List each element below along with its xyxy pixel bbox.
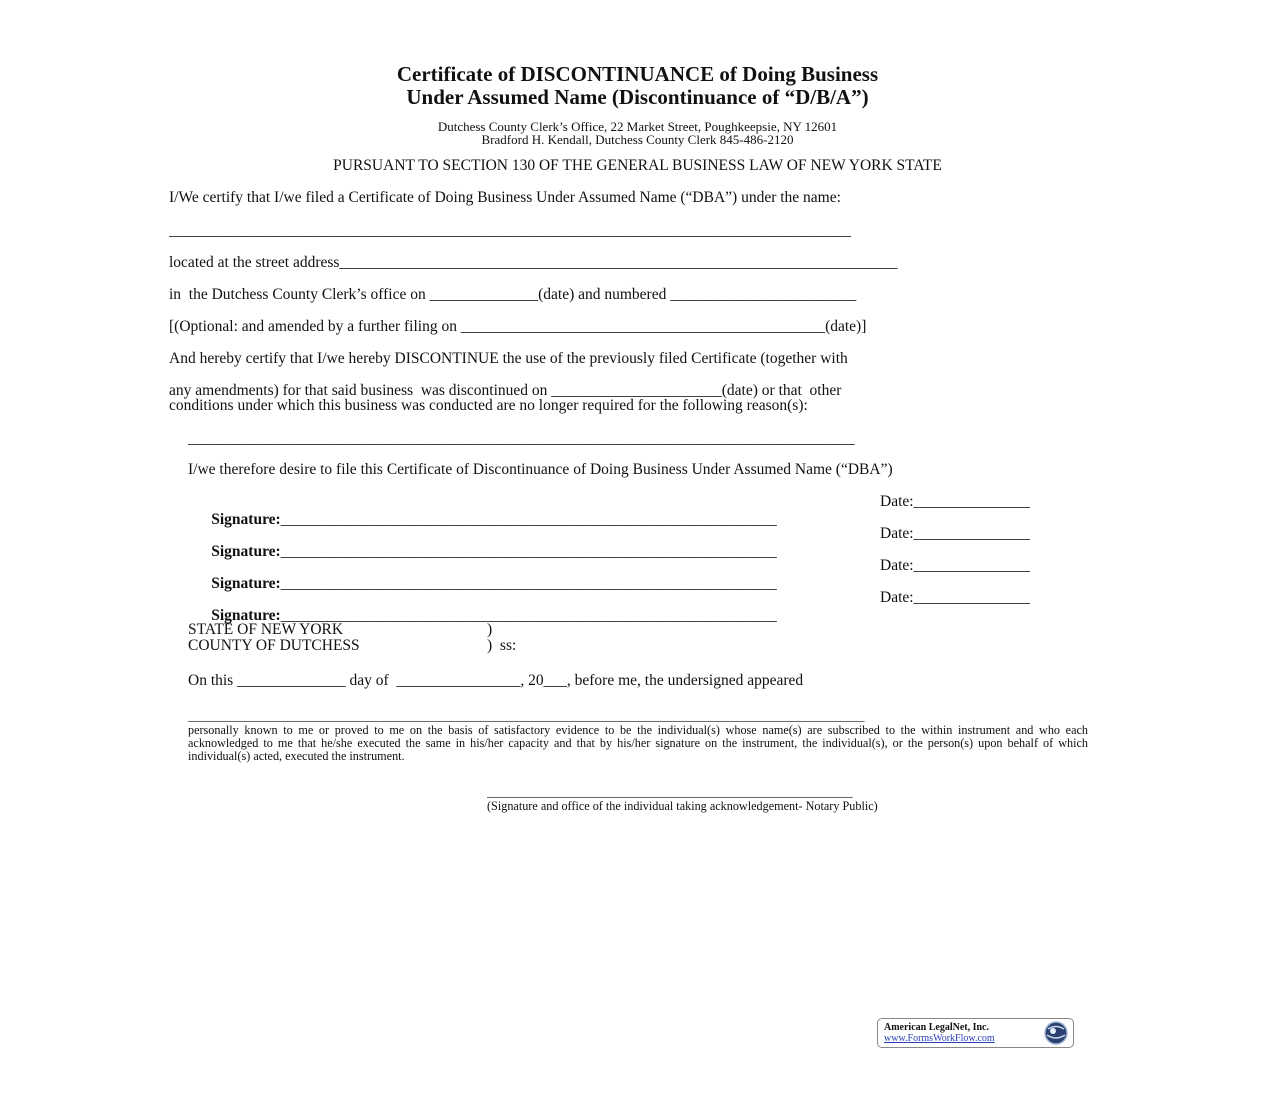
statute-heading: PURSUANT TO SECTION 130 OF THE GENERAL BUSINESS LAW OF NEW YORK STATE [333,157,942,174]
discontinue-statement-3: conditions under which this business was conducted are no longer required for the following reason(s): [169,397,808,414]
signature-label: Signature: [211,575,281,592]
logo-company-name: American LegalNet, Inc. [884,1022,989,1033]
office-address: Dutchess County Clerk’s Office, 22 Market Street, Poughkeepsie, NY 12601 [437,119,838,134]
notary-signature-field[interactable]: ____________________________________________________________ [487,786,853,799]
globe-icon [1042,1020,1070,1046]
amended-filing-date-field[interactable]: [(Optional: and amended by a further filing on _______________________________________________(date)] [169,318,867,335]
signature-date-field[interactable]: Date:_______________ [880,589,1030,606]
street-address-field[interactable]: located at the street address________________________________________________________________________ [169,254,898,271]
therefore-statement: I/we therefore desire to file this Certificate of Discontinuance of Doing Business Under Assumed Name (“DBA”) [188,461,893,478]
notary-caption: (Signature and office of the individual taking acknowledgement- Notary Public) [487,799,878,813]
signature-date-field[interactable]: Date:_______________ [880,493,1030,510]
logo-url-link[interactable]: www.FormsWorkFlow.com [884,1033,995,1044]
form-title-line-1: Certificate of DISCONTINUANCE of Doing Business [396,62,879,86]
filing-date-number-field[interactable]: in the Dutchess County Clerk’s office on ______________(date) and numbered ________________________ [169,286,857,303]
reason-field[interactable]: ______________________________________________________________________________________ [188,430,855,447]
signature-date-field[interactable]: Date:_______________ [880,557,1030,574]
business-name-field[interactable]: ________________________________________________________________________________________ [169,222,851,239]
american-legalnet-logo [877,1018,1074,1048]
signature-label: Signature: [211,607,281,624]
form-title-line-2: Under Assumed Name (Discontinuance of “D/B/A”) [406,85,869,109]
discontinue-statement-1: And hereby certify that I/we hereby DISCONTINUE the use of the previously filed Certificate (together with [169,350,848,367]
discontinue-date-field[interactable]: any amendments) for that said business was discontinued on ______________________(date) or that other [169,382,842,399]
acknowledgement-text: personally known to me or proved to me on the basis of satisfactory evidence to be the individual(s) whose name(s) are subscribed to the within instrument and who each acknowledged to me that he/she executed the same in his/her capacity and that by his/her signature on the instrument, the individual(s), or the person(s) upon behalf of which individual(s) acted, executed the instrument. [188,723,1088,763]
signature-line[interactable]: ________________________________________________________________ [280,575,777,592]
clerk-contact: Bradford H. Kendall, Dutchess County Clerk 845-486-2120 [481,132,794,147]
venue-ss: ) ss: [487,637,517,654]
acknowledgement-date-field[interactable]: On this ______________ day of ________________, 20___, before me, the undersigned appeared [188,672,804,689]
venue-county: COUNTY OF DUTCHESS [188,637,360,654]
signature-label: Signature: [211,543,281,560]
signature-line[interactable]: ________________________________________________________________ [280,511,777,528]
signature-line[interactable]: ________________________________________________________________ [280,543,777,560]
signature-date-field[interactable]: Date:_______________ [880,525,1030,542]
signature-line[interactable]: ________________________________________________________________ [280,607,777,624]
venue-state: STATE OF NEW YORK [188,621,344,638]
venue-paren: ) [487,621,493,638]
certify-statement: I/We certify that I/we filed a Certificate of Doing Business Under Assumed Name (“DBA”) under the name: [169,189,841,206]
signature-label: Signature: [211,511,281,528]
appeared-name-field[interactable]: _______________________________________________________________________________________________________________ [188,710,865,723]
